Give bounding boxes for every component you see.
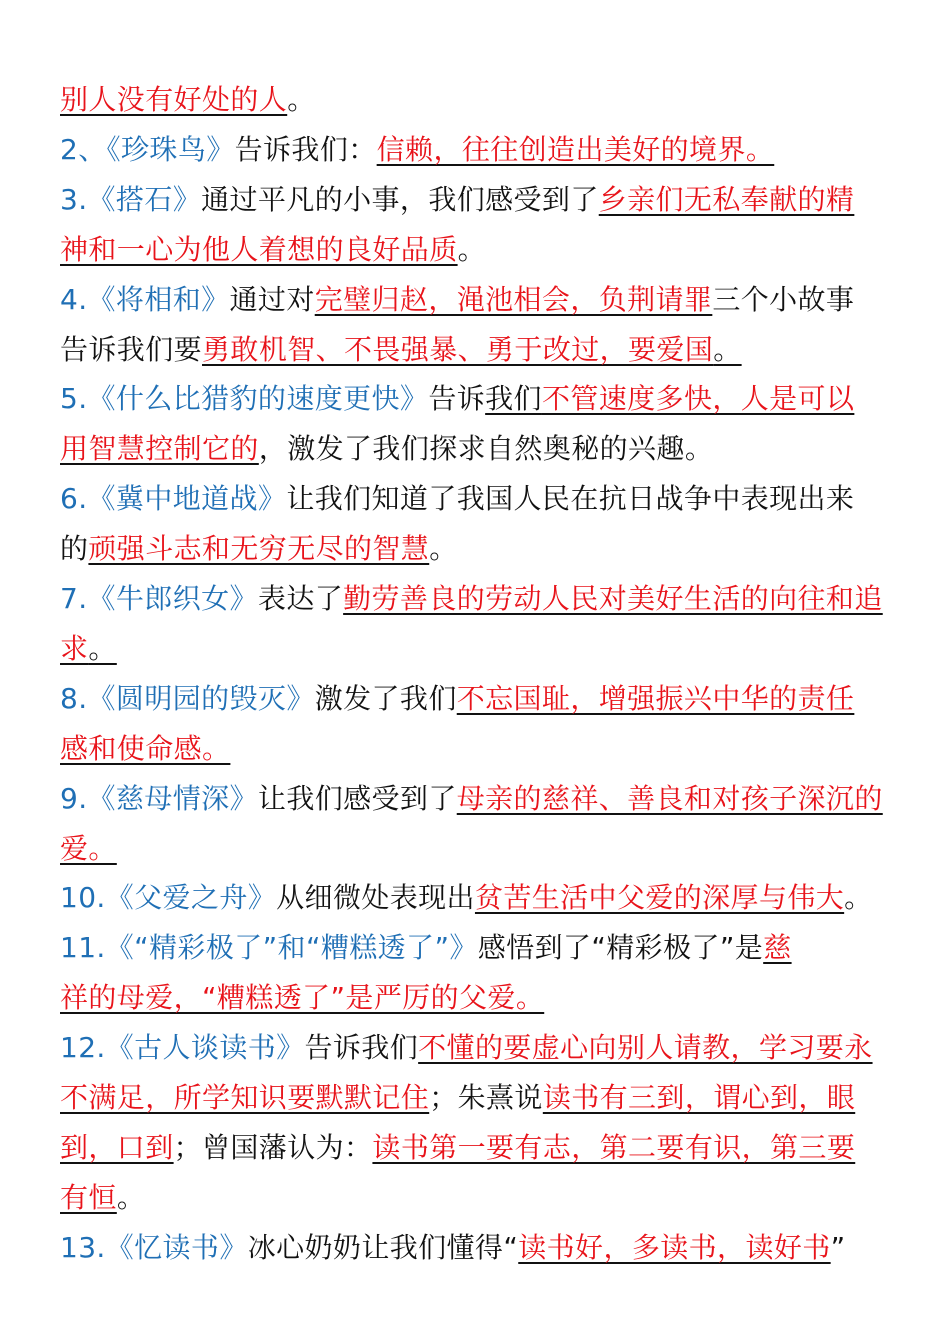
key-point: 用智慧控制它的: [60, 432, 259, 466]
lesson-title: 13.《忆读书》: [60, 1230, 248, 1264]
key-point: 勇敢机智、不畏强暴、勇于改过，要爱国: [202, 332, 714, 366]
key-point: 信赖，往往创造出美好的境界。: [376, 132, 775, 166]
key-point: 神和一心为他人着想的良好品质: [60, 232, 458, 266]
text-line: [60, 1078, 900, 1118]
body-text: 表达了: [257, 582, 344, 615]
text-line: [60, 280, 900, 320]
text-line: [60, 180, 900, 220]
lesson-title: 4.《将相和》: [60, 282, 230, 316]
body-text: 。: [457, 232, 487, 266]
body-text: 冰心奶奶让我们懂得“: [247, 1230, 519, 1264]
lesson-title: 8.《圆明园的毁灭》: [60, 681, 315, 715]
key-point: 不忘国耻，增强振兴中华的责任: [456, 681, 855, 715]
body-text: 让我们感受到了: [257, 781, 457, 815]
body-text: 。: [88, 631, 117, 665]
key-point: 祥的母爱，“糟糕透了”是严厉的父爱。: [60, 981, 545, 1015]
key-point: 读书有三到，谓心到，眼: [542, 1081, 856, 1114]
body-text: 三个小故事: [712, 282, 855, 316]
text-line: [60, 1028, 900, 1068]
key-point: 勤劳善良的劳动人民对美好生活的向往和追: [343, 582, 883, 615]
body-text: 告诉我们要: [60, 332, 203, 366]
body-text: 通过平凡的小事，我们感受到了: [201, 182, 599, 216]
key-point: 乡亲们无私奉献的精: [598, 182, 855, 216]
text-line: [60, 878, 900, 918]
text-line: [60, 829, 900, 869]
body-text: 。: [287, 83, 316, 116]
key-point: 别人没有好处的人: [60, 83, 288, 116]
key-point: 不管速度多快，人是可以: [541, 382, 855, 416]
text-line: [60, 80, 900, 120]
lesson-title: 12.《古人谈读书》: [60, 1031, 305, 1065]
key-point: 顽强斗志和无穷无尽的智慧: [88, 532, 430, 566]
body-text: 感悟到了“精彩极了”是: [477, 931, 764, 965]
key-point: 完璧归赵，渑池相会，负荆请罪: [314, 282, 713, 316]
lesson-title: 9.《慈母情深》: [60, 781, 258, 815]
key-point: 爱。: [60, 831, 117, 865]
text-line: [60, 230, 900, 270]
text-line: [60, 928, 900, 968]
lesson-title: 7.《牛郎织女》: [60, 582, 258, 615]
key-point: 感和使命感。: [60, 731, 231, 765]
key-point: 不满足，所学知识要默默记住: [60, 1081, 430, 1114]
key-point: 不懂的要虚心向别人请教，学习要永: [418, 1031, 873, 1065]
body-text: 我们: [485, 382, 542, 416]
text-line: [60, 330, 900, 370]
text-line: [60, 1228, 900, 1268]
text-line: [60, 1178, 900, 1218]
text-line: [60, 779, 900, 819]
lesson-title: 10.《父爱之舟》: [60, 881, 277, 915]
key-point: 有恒: [60, 1180, 117, 1214]
body-text: 。: [713, 332, 742, 366]
key-point: 母亲的慈祥、善良和对孩子深沉的: [456, 781, 883, 815]
body-text: 通过对: [229, 282, 315, 316]
text-line: [60, 978, 900, 1018]
body-text: 。: [844, 881, 873, 915]
text-line: [60, 679, 900, 719]
key-point: 读书第一要有志，第二要有识，第三要: [372, 1130, 856, 1164]
lesson-title: 11.《“精彩极了”和“糟糕透了”》: [60, 931, 478, 965]
body-text: ”: [830, 1230, 846, 1264]
body-text: ，激发了我们探求自然奥秘的兴趣。: [258, 432, 714, 466]
body-text: 让我们知道了我国人民在抗日战争中表现出来: [286, 482, 855, 516]
text-line: [60, 529, 900, 569]
key-point: 贫苦生活中父爱的深厚与伟大: [474, 881, 845, 915]
lesson-title: 3.《搭石》: [60, 182, 202, 216]
text-line: [60, 629, 900, 669]
key-point: 求: [60, 631, 89, 665]
text-line: [60, 379, 900, 419]
key-point: 慈: [763, 931, 792, 965]
body-text: 告诉我们: [304, 1031, 419, 1065]
body-text: 。: [116, 1180, 146, 1214]
body-text: ；曾国藩认为：: [173, 1130, 373, 1164]
body-text: ；朱熹说: [429, 1081, 543, 1114]
body-text: 。: [429, 532, 458, 566]
key-point: 读书好，多读书，读好书: [518, 1230, 831, 1264]
body-text: 告诉我们：: [234, 132, 377, 166]
key-point: 到，口到: [60, 1130, 174, 1164]
body-text: 激发了我们: [314, 681, 457, 715]
body-text: 告诉: [428, 382, 486, 416]
text-line: [60, 130, 900, 170]
body-text: 从细微处表现出: [276, 881, 475, 915]
lesson-title: 5.《什么比猎豹的速度更快》: [60, 382, 429, 416]
body-text: 的: [60, 532, 89, 566]
lesson-title: 2、《珍珠鸟》: [60, 132, 235, 166]
lesson-title: 6.《冀中地道战》: [60, 482, 287, 516]
text-line: [60, 479, 900, 519]
text-line: [60, 1128, 900, 1168]
text-line: [60, 429, 900, 469]
text-line: [60, 729, 900, 769]
text-line: [60, 579, 900, 619]
